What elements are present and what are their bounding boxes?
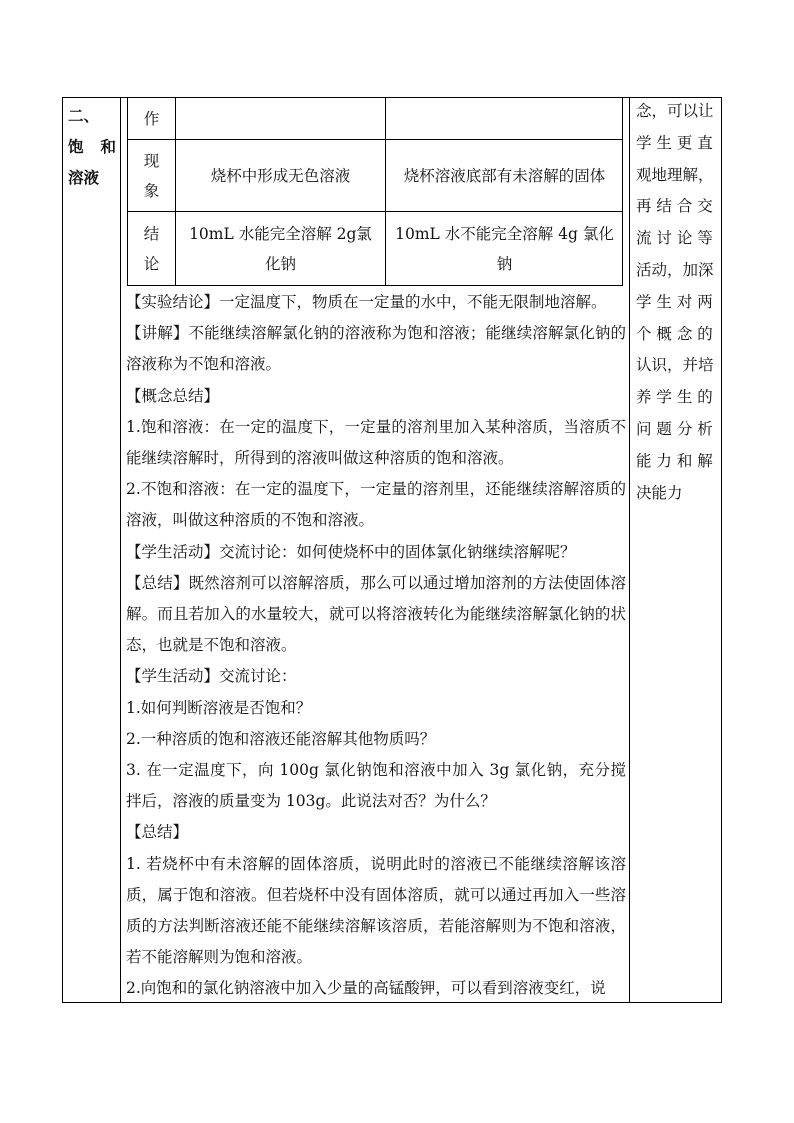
paragraph: 3. 在一定温度下，向 100g 氯化钠饱和溶液中加入 3g 氯化钠，充分搅拌后，溶液的质量变为 103g。此说法对否？为什么？ [126,761,626,811]
intent-line: 学 生 对 两 [636,292,713,311]
column-divider [120,97,121,1003]
intent-line: 再 结 合 交 [636,197,713,216]
paragraph: 【总结】既然溶剂可以溶解溶质，那么可以通过增加溶剂的方法使固体溶解。而且若加入的水量较大，就可以将溶液转化为能继续溶解氯化钠的状态，也就是不饱和溶液。 [126,573,626,655]
design-intent-column [636,96,716,509]
intent-line: 活动，加深 [636,260,714,279]
paragraph: 【总结】 [126,823,189,842]
paragraph: 【学生活动】交流讨论：如何使烧杯中的固体氯化钠继续溶解呢？ [126,542,576,561]
intent-line: 决能力 [636,483,683,502]
section-number: 二、 [68,106,100,125]
section-heading [68,100,116,193]
section-title-line: 溶液 [68,168,100,187]
paragraph: 【实验结论】一定温度下，物质在一定量的水中，不能无限制地溶解。 [126,293,607,311]
intent-line: 能 力 和 解 [636,451,713,470]
table-row-label: 现 象 [143,151,160,200]
section-title-line: 饱 和 [68,137,116,156]
table-cell [386,98,623,139]
intent-line: 个 概 念 的 [636,324,713,343]
table-cell: 烧杯溶液底部有未溶解的固体 [403,166,606,185]
paragraph: 1. 若烧杯中有未溶解的固体溶质，说明此时的溶液已不能继续溶解该溶质，属于饱和溶液。但若烧杯中没有固体溶质，就可以通过再加入一些溶质的方法判断溶液还能不能继续溶解该溶质，若能溶解则为不饱和溶液，若不能溶解则为饱和溶液。 [126,854,626,967]
paragraph: 【讲解】不能继续溶解氯化钠的溶液称为饱和溶液；能继续溶解氯化钠的溶液称为不饱和溶液。 [126,324,626,374]
table-cell: 10mL 水能完全溶解 2g氯化钠 [189,225,372,273]
intent-line: 养 学 生 的 [636,388,713,407]
paragraph: 1.如何判断溶液是否饱和？ [126,698,312,717]
intent-line: 流 讨 论 等 [636,229,713,248]
column-divider [629,97,630,1003]
paragraph: 2.一种溶质的饱和溶液还能溶解其他物质吗？ [126,729,436,748]
intent-line: 学 生 更 直 [636,133,713,152]
intent-line: 认识，并培 [636,356,714,375]
table-cell: 10mL 水不能完全溶解 4g 氯化钠 [395,225,614,273]
paragraph: 2.不饱和溶液：在一定的温度下，一定量的溶剂里，还能继续溶解溶质的溶液，叫做这种溶质的不饱和溶液。 [126,480,626,530]
paragraph: 2.向饱和的氯化钠溶液中加入少量的高锰酸钾，可以看到溶液变红，说 [126,979,606,998]
intent-line: 观地理解， [636,165,714,184]
paragraph: 【概念总结】 [126,386,220,405]
lesson-content [126,287,626,1005]
intent-line: 问 题 分 析 [636,419,713,438]
table-cell: 烧杯中形成无色溶液 [210,166,351,185]
table-row-label: 作 [143,109,160,128]
table-cell [176,98,385,139]
table-row-label: 结 论 [143,225,160,273]
paragraph: 1.饱和溶液：在一定的温度下，一定量的溶剂里加入某种溶质，当溶质不能继续溶解时，所得到的溶液叫做这种溶质的饱和溶液。 [126,417,626,468]
paragraph: 【学生活动】交流讨论： [126,667,297,686]
intent-line: 念，可以让 [636,102,714,120]
